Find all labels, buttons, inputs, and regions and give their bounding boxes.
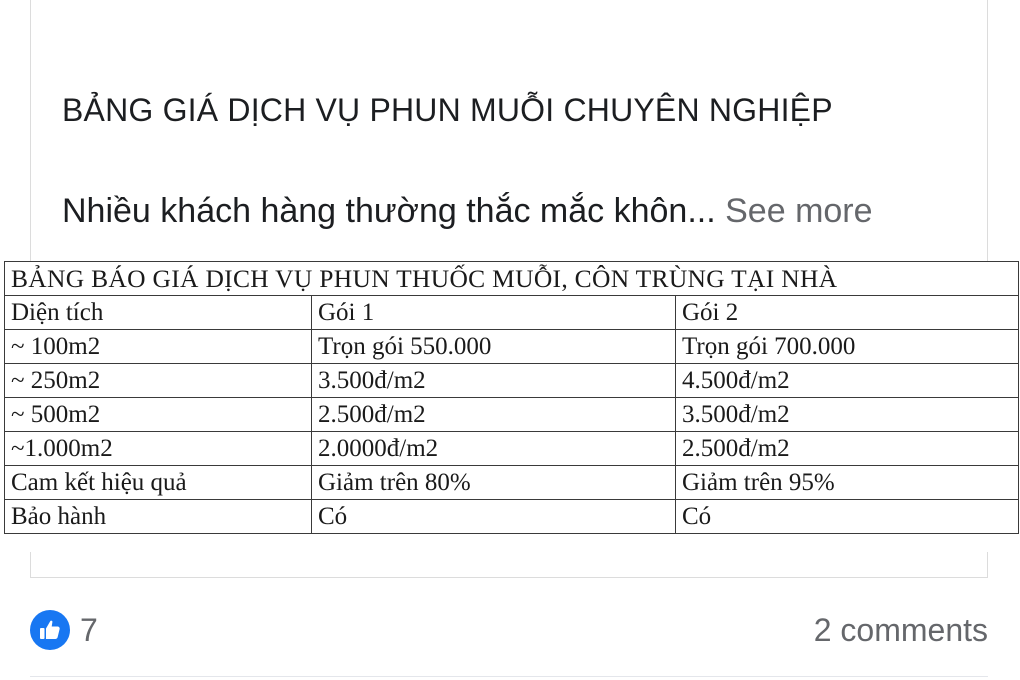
- table-cell: Có: [676, 500, 1019, 534]
- post-body: [62, 192, 873, 231]
- table-cell: ~ 100m2: [5, 330, 312, 364]
- table-cell: 2.500đ/m2: [676, 432, 1019, 466]
- table-header-row: [5, 296, 1019, 330]
- table-cell: Cam kết hiệu quả: [5, 466, 312, 500]
- table-cell: 3.500đ/m2: [312, 364, 676, 398]
- price-table-image[interactable]: [0, 261, 1020, 552]
- table-heading-row: [5, 262, 1019, 296]
- comments-count-link[interactable]: 2 comments: [813, 612, 988, 648]
- divider: [30, 676, 988, 677]
- like-count[interactable]: 7: [80, 612, 98, 648]
- see-more-link[interactable]: See more: [725, 192, 873, 230]
- table-cell: Bảo hành: [5, 500, 312, 534]
- table-cell: Trọn gói 550.000: [312, 330, 676, 364]
- column-header-package-1: Gói 1: [312, 296, 676, 330]
- table-cell: Giảm trên 95%: [676, 466, 1019, 500]
- table-cell: Có: [312, 500, 676, 534]
- table-row: [5, 466, 1019, 500]
- table-row: [5, 500, 1019, 534]
- table-heading: BẢNG BÁO GIÁ DỊCH VỤ PHUN THUỐC MUỖI, CÔN TRÙNG TẠI NHÀ: [5, 262, 1019, 296]
- table-cell: Giảm trên 80%: [312, 466, 676, 500]
- table-cell: ~1.000m2: [5, 432, 312, 466]
- price-table: [4, 261, 1019, 534]
- column-header-area: Diện tích: [5, 296, 312, 330]
- table-row: [5, 432, 1019, 466]
- table-cell: Trọn gói 700.000: [676, 330, 1019, 364]
- table-row: [5, 364, 1019, 398]
- table-cell: 3.500đ/m2: [676, 398, 1019, 432]
- column-header-package-2: Gói 2: [676, 296, 1019, 330]
- post-body-text: Nhiều khách hàng thường thắc mắc khôn...: [62, 192, 716, 230]
- table-cell: 2.0000đ/m2: [312, 432, 676, 466]
- table-cell: ~ 500m2: [5, 398, 312, 432]
- reactions-bar: [30, 608, 988, 654]
- table-cell: ~ 250m2: [5, 364, 312, 398]
- post-title: BẢNG GIÁ DỊCH VỤ PHUN MUỖI CHUYÊN NGHIỆP: [62, 92, 833, 128]
- table-cell: 4.500đ/m2: [676, 364, 1019, 398]
- like-thumbs-up-icon[interactable]: [30, 610, 70, 650]
- table-row: [5, 330, 1019, 364]
- table-cell: 2.500đ/m2: [312, 398, 676, 432]
- table-row: [5, 398, 1019, 432]
